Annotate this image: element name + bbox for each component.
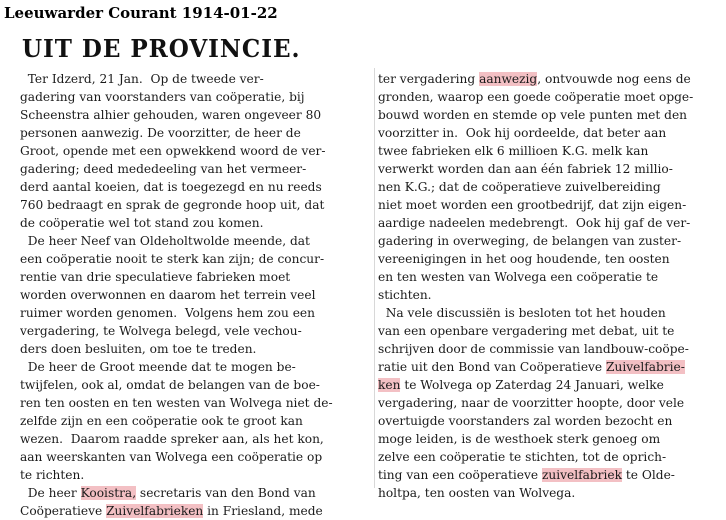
text-line xyxy=(378,358,723,376)
text-line xyxy=(378,466,723,484)
headline: UIT DE PROVINCIE. xyxy=(22,34,301,63)
text-line: van een openbare vergadering met debat, uit te xyxy=(378,324,675,338)
text-line: schrijven door de commissie van landbouw-coöpe- xyxy=(378,342,689,356)
text-fragment: in Friesland, mede xyxy=(203,504,323,518)
search-highlight: Zuivelfabrie- xyxy=(606,360,685,374)
text-line: ruimer worden genomen. Volgens hem zou een xyxy=(20,306,315,320)
text-line: gadering in overweging, de belangen van zuster- xyxy=(378,234,682,248)
text-line xyxy=(20,484,372,502)
text-line: aan weerskanten van Wolvega een coöperatie op xyxy=(20,450,323,464)
article-column-right xyxy=(378,70,723,502)
text-fragment: Coöperatieve xyxy=(20,504,107,518)
text-line: bouwd worden en stemde op vele punten met den xyxy=(378,108,688,122)
text-line: de coöperatie wel tot stand zou komen. xyxy=(20,216,264,230)
text-line: overtuigde voorstanders zal worden bezocht en xyxy=(378,414,673,428)
text-line: Ter Idzerd, 21 Jan. Op de tweede ver- xyxy=(20,72,264,86)
text-line: twee fabrieken elk 6 millioen K.G. melk kan xyxy=(378,144,649,158)
text-line: De heer Neef van Oldeholtwolde meende, dat xyxy=(20,234,310,248)
text-line: aardige nadeelen medebrengt. Ook hij gaf de ver- xyxy=(378,216,691,230)
text-fragment: te Olde- xyxy=(622,468,675,482)
text-line: gadering van voorstanders van coöperatie, bij xyxy=(20,90,305,104)
text-line: rentie van drie speculatieve fabrieken moet xyxy=(20,270,291,284)
text-line: wezen. Daarom raadde spreker aan, als het kon, xyxy=(20,432,324,446)
text-line: vergadering, naar de voorzitter hoopte, door vele xyxy=(378,396,685,410)
text-fragment: secretaris van den Bond van xyxy=(136,486,316,500)
text-line: nen K.G.; dat de coöperatieve zuivelbereiding xyxy=(378,180,661,194)
text-line: Na vele discussiën is besloten tot het houden xyxy=(378,306,666,320)
text-fragment: , ontvouwde nog eens de xyxy=(537,72,691,86)
text-fragment: De heer xyxy=(20,486,81,500)
text-line: personen aanwezig. De voorzitter, de heer de xyxy=(20,126,301,140)
text-line: gronden, waarop een goede coöperatie moet opge- xyxy=(378,90,694,104)
masthead: Leeuwarder Courant 1914-01-22 xyxy=(4,4,278,22)
text-line: ren ten oosten en ten westen van Wolvega niet de- xyxy=(20,396,333,410)
search-highlight: aanwezig xyxy=(479,72,538,86)
text-fragment: te Wolvega op Zaterdag 24 Januari, welke xyxy=(400,378,664,392)
text-line: en ten westen van Wolvega een coöperatie te xyxy=(378,270,659,284)
search-highlight: ken xyxy=(378,378,401,392)
text-line xyxy=(378,376,723,394)
text-line: gadering; deed mededeeling van het vermeer- xyxy=(20,162,307,176)
article-column-left xyxy=(20,70,372,520)
text-line: derd aantal koeien, dat is toegezegd en nu reeds xyxy=(20,180,322,194)
text-line: De heer de Groot meende dat te mogen be- xyxy=(20,360,296,374)
text-line xyxy=(20,502,372,520)
text-fragment: ter vergadering xyxy=(378,72,480,86)
text-fragment: ratie uit den Bond van Coöperatieve xyxy=(378,360,607,374)
text-line: Groot, opende met een opwekkend woord de ver- xyxy=(20,144,326,158)
text-line: zelve een coöperatie te stichten, tot de oprich- xyxy=(378,450,667,464)
text-line: holtpa, ten oosten van Wolvega. xyxy=(378,486,576,500)
search-highlight: zuivelfabriek xyxy=(541,468,623,482)
text-line: 760 bedraagt en sprak de gegronde hoop uit, dat xyxy=(20,198,325,212)
text-fragment: ting van een coöperatieve xyxy=(378,468,542,482)
text-line: moge leiden, is de westhoek sterk genoeg om xyxy=(378,432,661,446)
text-line: ders doen besluiten, om toe te treden. xyxy=(20,342,257,356)
text-line xyxy=(378,70,723,88)
text-line: voorzitter in. Ook hij oordeelde, dat beter aan xyxy=(378,126,667,140)
text-line: een coöperatie nooit te sterk kan zijn; de concur- xyxy=(20,252,325,266)
text-line: niet moet worden een grootbedrijf, dat zijn eigen- xyxy=(378,198,687,212)
text-line: vergadering, te Wolvega belegd, vele vechou- xyxy=(20,324,302,338)
text-line: te richten. xyxy=(20,468,85,482)
search-highlight: Zuivelfabrieken xyxy=(106,504,204,518)
text-line: stichten. xyxy=(378,288,432,302)
text-line: verwerkt worden dan aan één fabriek 12 millio- xyxy=(378,162,673,176)
text-line: twijfelen, ook al, omdat de belangen van de boe- xyxy=(20,378,320,392)
text-line: Scheenstra alhier gehouden, waren ongeveer 80 xyxy=(20,108,322,122)
text-line: worden overwonnen en daarom het terrein veel xyxy=(20,288,316,302)
text-line: zelfde zijn en een coöperatie ook te groot kan xyxy=(20,414,303,428)
search-highlight: Kooistra, xyxy=(80,486,137,500)
text-line: vereenigingen in het oog houdende, ten oosten xyxy=(378,252,670,266)
column-divider xyxy=(374,68,375,488)
